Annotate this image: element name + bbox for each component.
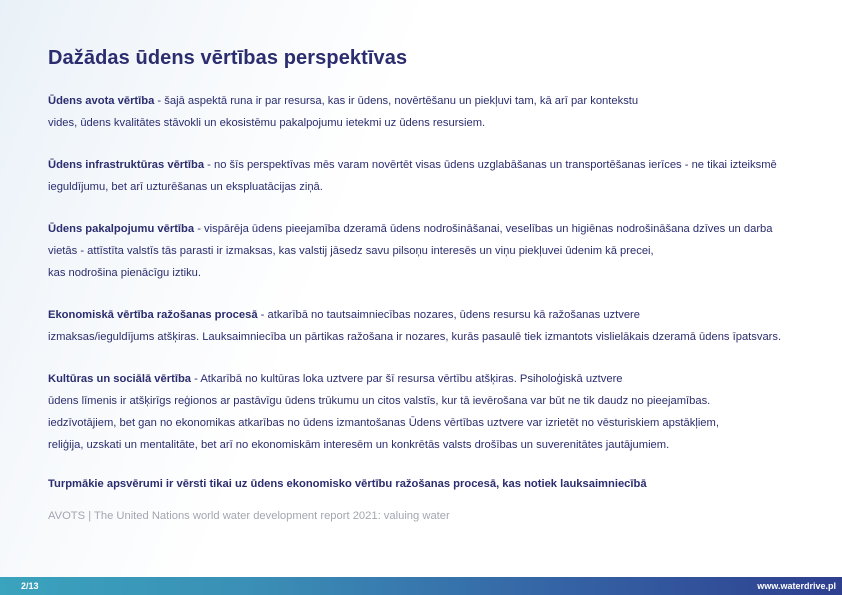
- section-cultural-social-value: [48, 368, 838, 456]
- section-line: ūdens līmenis ir atšķirīgs reģionos ar pastāvīgu ūdens trūkumu un citos valstīs, kur tā ievērošana var būt ne tik daudz no pieejamības.: [48, 395, 711, 407]
- section-lead: Ūdens avota vērtība: [48, 95, 155, 107]
- section-text: - Atkarībā no kultūras loka uztvere par šī resursa vērtību atšķiras. Psiholoģiskā uztvere: [191, 373, 623, 385]
- section-economic-value: [48, 304, 838, 348]
- section-text: - atkarībā no tautsaimniecības nozares, ūdens resursu kā ražošanas uztvere: [257, 309, 641, 321]
- section-line: reliģija, uzskati un mentalitāte, bet arī no ekonomiskām interesēm un konkrētās valsts drošības un suverenitātes jautājumiem.: [48, 439, 670, 451]
- section-text: - šajā aspektā runa ir par resursa, kas ir ūdens, novērtēšanu un piekļuvi tam, kā arī par kontekstu: [154, 95, 639, 107]
- section-text: - no šīs perspektīvas mēs varam novērtēt visas ūdens uzglabāšanas un transportēšanas ierīces - ne tikai izteiksmē: [204, 159, 777, 171]
- section-water-services: [48, 218, 838, 284]
- section-line: [48, 218, 838, 240]
- section-water-infrastructure: [48, 154, 838, 198]
- section-water-source: [48, 90, 838, 134]
- section-line: iedzīvotājiem, bet gan no ekonomikas atkarības no ūdens izmantošanas Ūdens vērtības uztvere var izrietēt no vēsturiskiem apstākļiem,: [48, 417, 719, 429]
- section-line: [48, 304, 838, 326]
- source-citation: AVOTS | The United Nations world water development report 2021: valuing water: [48, 510, 450, 522]
- section-line: [48, 90, 838, 112]
- page-number: 2/13: [21, 581, 39, 591]
- section-line: [48, 154, 838, 176]
- section-lead: Ekonomiskā vērtība ražošanas procesā: [48, 309, 258, 321]
- section-text: - vispārēja ūdens pieejamība dzeramā ūdens nodrošināšanai, veselības un higiēnas nodrošināšana dzīves un darba: [194, 223, 773, 235]
- section-line: kas nodrošina pienācīgu iztiku.: [48, 267, 201, 279]
- conclusion-text: Turpmākie apsvērumi ir vērsti tikai uz ūdens ekonomisko vērtību ražošanas procesā, kas notiek lauksaimniecībā: [48, 478, 647, 490]
- section-line: vides, ūdens kvalitātes stāvokli un ekosistēmu pakalpojumu ietekmi uz ūdens resursiem.: [48, 117, 486, 129]
- section-lead: Ūdens infrastruktūras vērtība: [48, 159, 205, 171]
- section-line: ieguldījumu, bet arī uzturēšanas un ekspluatācijas ziņā.: [48, 181, 323, 193]
- section-lead: Kultūras un sociālā vērtība: [48, 373, 191, 385]
- footer-bar: [0, 577, 842, 595]
- slide-content: [48, 44, 838, 522]
- website-link[interactable]: www.waterdrive.pl: [757, 581, 836, 591]
- section-line: izmaksas/ieguldījums atšķiras. Lauksaimniecība un pārtikas ražošana ir nozares, kurās pasaulē tiek izmantots vislielākais dzeramā ūdens īpatsvars.: [48, 331, 782, 343]
- section-line: vietās - attīstīta valstīs tās parasti ir izmaksas, kas valstij jāsedz savu pilsoņu interesēs un viņu piekļuvei ūdenim kā precei,: [48, 245, 654, 257]
- section-line: [48, 368, 838, 390]
- section-lead: Ūdens pakalpojumu vērtība: [48, 223, 195, 235]
- page-title: Dažādas ūdens vērtības perspektīvas: [48, 47, 408, 69]
